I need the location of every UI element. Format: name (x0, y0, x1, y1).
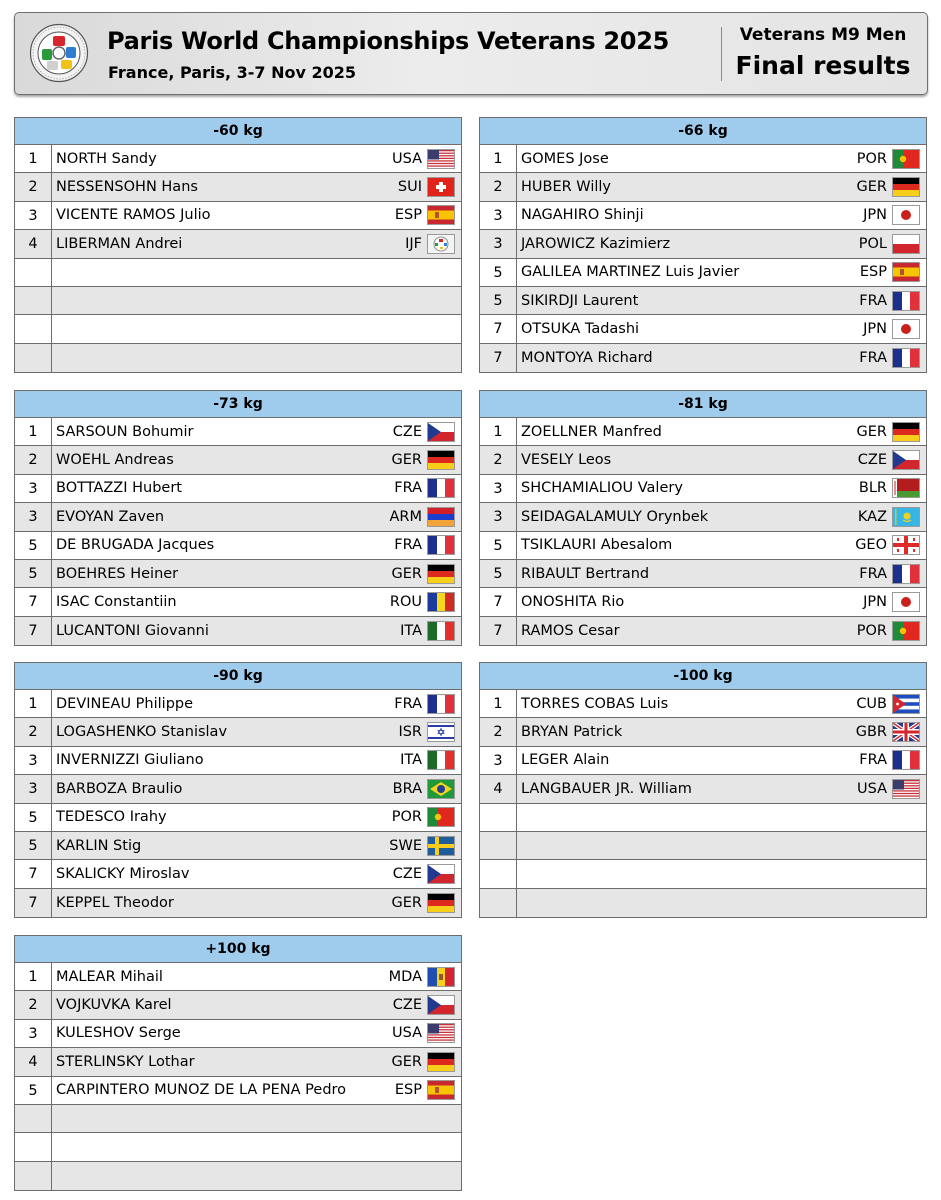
rank: 5 (480, 259, 517, 286)
flag-fra-icon (427, 478, 455, 498)
athlete-name: JAROWICZ Kazimierz (521, 235, 671, 252)
rank: 5 (15, 532, 52, 559)
table-row (15, 344, 461, 372)
table-row (15, 560, 461, 588)
nation-code: ESP (859, 264, 887, 281)
athlete-name: VICENTE RAMOS Julio (56, 207, 211, 224)
flag-por-icon (892, 149, 920, 169)
table-row (15, 230, 461, 258)
table-row (480, 230, 926, 258)
flag-fra-icon (427, 535, 455, 555)
rank: 3 (480, 230, 517, 257)
nation-code: SUI (397, 179, 422, 196)
flag-bra-icon (427, 779, 455, 799)
nation-code: GER (391, 452, 422, 469)
rank: 7 (480, 588, 517, 615)
flag-sui-icon (427, 177, 455, 197)
table-row (15, 1162, 461, 1190)
rank: 5 (15, 804, 52, 831)
nation-code: FRA (859, 349, 887, 366)
flag-ita-icon (427, 750, 455, 770)
weight-category-header: +100 kg (15, 936, 461, 963)
flag-empty (427, 262, 455, 282)
table-row (15, 503, 461, 531)
rank: 5 (15, 1077, 52, 1104)
rank (15, 315, 52, 342)
rank: 1 (15, 145, 52, 172)
table-row (15, 690, 461, 718)
athlete-name: TEDESCO Irahy (56, 809, 167, 826)
athlete-name: KULESHOV Serge (56, 1025, 181, 1042)
table-row (15, 718, 461, 746)
weight-category-header: -81 kg (480, 391, 926, 418)
flag-empty (892, 836, 920, 856)
athlete-name: BOTTAZZI Hubert (56, 480, 182, 497)
rank: 2 (480, 173, 517, 200)
table-row (15, 889, 461, 917)
rank: 5 (480, 287, 517, 314)
nation-code: MDA (388, 968, 422, 985)
flag-geo-icon (892, 535, 920, 555)
flag-esp-icon (427, 205, 455, 225)
nation-code: ESP (394, 1082, 422, 1099)
flag-arm-icon (427, 507, 455, 527)
nation-code: ITA (400, 752, 422, 769)
athlete-name: NAGAHIRO Shinji (521, 207, 644, 224)
rank: 5 (15, 832, 52, 859)
nation-code: CZE (392, 423, 422, 440)
athlete-name: ONOSHITA Rio (521, 594, 625, 611)
table-row (480, 889, 926, 917)
athlete-name: SIKIRDJI Laurent (521, 292, 639, 309)
flag-por-icon (892, 621, 920, 641)
results-table-90kgkg (14, 662, 462, 918)
table-row (15, 617, 461, 645)
weight-category-header: -60 kg (15, 118, 461, 145)
nation-code: POR (856, 150, 887, 167)
athlete-name: NORTH Sandy (56, 150, 157, 167)
athlete-name: SEIDAGALAMULY Orynbek (521, 508, 709, 525)
flag-por-icon (427, 807, 455, 827)
results-table-60kgkg (14, 117, 462, 373)
flag-usa-icon (892, 779, 920, 799)
rank (15, 1162, 52, 1190)
nation-code: FRA (394, 695, 422, 712)
flag-empty (427, 1109, 455, 1129)
rank: 3 (15, 475, 52, 502)
athlete-name: BRYAN Patrick (521, 724, 623, 741)
nation-code: KAZ (857, 508, 887, 525)
table-row (15, 1077, 461, 1105)
rank: 7 (15, 617, 52, 645)
nation-code: JPN (863, 321, 887, 338)
flag-gbr-icon (892, 722, 920, 742)
flag-fra-icon (892, 348, 920, 368)
table-row (15, 747, 461, 775)
table-row (15, 173, 461, 201)
rank: 5 (15, 560, 52, 587)
flag-fra-icon (892, 564, 920, 584)
nation-code: GEO (855, 537, 887, 554)
results-status: Final results (735, 51, 911, 80)
athlete-name: TSIKLAURI Abesalom (521, 537, 673, 554)
results-table-100kgkg (479, 662, 927, 918)
flag-swe-icon (427, 836, 455, 856)
nation-code: POR (391, 809, 422, 826)
table-row (15, 860, 461, 888)
table-row (15, 259, 461, 287)
rank: 3 (480, 475, 517, 502)
nation-code: JPN (863, 594, 887, 611)
nation-code: CUB (856, 695, 887, 712)
table-row (480, 446, 926, 474)
nation-code: JPN (863, 207, 887, 224)
flag-cze-icon (427, 995, 455, 1015)
nation-code: USA (391, 150, 422, 167)
table-row (15, 804, 461, 832)
athlete-name: CARPINTERO MUNOZ DE LA PENA Pedro (56, 1082, 347, 1099)
rank: 3 (15, 202, 52, 229)
athlete-name: RAMOS Cesar (521, 622, 620, 639)
rank: 2 (15, 991, 52, 1018)
athlete-name: NESSENSOHN Hans (56, 179, 198, 196)
results-table-66kgkg (479, 117, 927, 373)
rank (15, 1133, 52, 1160)
athlete-name: LUCANTONI Giovanni (56, 622, 209, 639)
rank: 3 (15, 775, 52, 802)
athlete-name: RIBAULT Bertrand (521, 565, 650, 582)
rank: 7 (15, 588, 52, 615)
rank: 2 (480, 718, 517, 745)
table-row (480, 315, 926, 343)
rank: 1 (480, 690, 517, 717)
table-row (480, 832, 926, 860)
nation-code: FRA (859, 752, 887, 769)
athlete-name: OTSUKA Tadashi (521, 321, 640, 338)
flag-jpn-icon (892, 592, 920, 612)
event-title: Paris World Championships Veterans 2025 (107, 27, 669, 55)
athlete-name: VESELY Leos (521, 452, 612, 469)
athlete-name: LEGER Alain (521, 752, 610, 769)
athlete-name: KEPPEL Theodor (56, 894, 174, 911)
nation-code: SWE (389, 837, 422, 854)
rank: 5 (480, 532, 517, 559)
table-row (480, 287, 926, 315)
nation-code: USA (391, 1025, 422, 1042)
table-row (15, 475, 461, 503)
table-row (480, 532, 926, 560)
nation-code: GER (391, 1053, 422, 1070)
flag-empty (427, 1166, 455, 1186)
rank: 4 (480, 775, 517, 802)
flag-ger-icon (427, 450, 455, 470)
nation-code: ITA (400, 622, 422, 639)
flag-blr-icon (892, 478, 920, 498)
table-row (15, 532, 461, 560)
event-header-banner (14, 12, 928, 95)
table-row (480, 718, 926, 746)
nation-code: ESP (394, 207, 422, 224)
nation-code: IJF (405, 235, 422, 252)
table-row (15, 145, 461, 173)
table-row (15, 446, 461, 474)
table-row (15, 1048, 461, 1076)
rank: 4 (15, 230, 52, 257)
flag-usa-icon (427, 149, 455, 169)
nation-code: BRA (392, 780, 422, 797)
athlete-name: GALILEA MARTINEZ Luis Javier (521, 264, 740, 281)
table-row (480, 690, 926, 718)
nation-code: POL (858, 235, 887, 252)
table-row (480, 860, 926, 888)
rank: 4 (15, 1048, 52, 1075)
rank: 1 (15, 690, 52, 717)
table-row (480, 173, 926, 201)
athlete-name: BOEHRES Heiner (56, 565, 179, 582)
rank: 3 (15, 747, 52, 774)
flag-ger-icon (427, 893, 455, 913)
athlete-name: EVOYAN Zaven (56, 508, 165, 525)
nation-code: FRA (859, 565, 887, 582)
rank (15, 344, 52, 372)
athlete-name: ZOELLNER Manfred (521, 423, 662, 440)
flag-empty (892, 864, 920, 884)
category-label: Veterans M9 Men (739, 25, 907, 45)
nation-code: GER (391, 894, 422, 911)
nation-code: GBR (855, 724, 887, 741)
rank: 2 (15, 446, 52, 473)
athlete-name: WOEHL Andreas (56, 452, 174, 469)
rank: 7 (480, 344, 517, 372)
nation-code: GER (856, 423, 887, 440)
athlete-name: LANGBAUER JR. William (521, 780, 692, 797)
rank (15, 287, 52, 314)
table-row (480, 202, 926, 230)
table-row (480, 560, 926, 588)
rank (480, 860, 517, 887)
table-row (15, 775, 461, 803)
table-row (15, 1105, 461, 1133)
rank (15, 259, 52, 286)
athlete-name: SARSOUN Bohumir (56, 423, 194, 440)
flag-empty (892, 893, 920, 913)
athlete-name: TORRES COBAS Luis (521, 695, 669, 712)
table-row (15, 202, 461, 230)
flag-fra-icon (427, 694, 455, 714)
nation-code: GER (856, 179, 887, 196)
nation-code: CZE (392, 997, 422, 1014)
results-table-73kgkg (14, 390, 462, 646)
flag-jpn-icon (892, 319, 920, 339)
nation-code: GER (391, 565, 422, 582)
flag-kaz-icon (892, 507, 920, 527)
rank: 3 (480, 747, 517, 774)
rank: 7 (15, 889, 52, 917)
flag-empty (892, 807, 920, 827)
flag-empty (427, 291, 455, 311)
flag-cub-icon (892, 694, 920, 714)
flag-isr-icon (427, 722, 455, 742)
table-row (15, 1133, 461, 1161)
table-row (480, 259, 926, 287)
table-row (15, 418, 461, 446)
rank (15, 1105, 52, 1132)
flag-ger-icon (892, 422, 920, 442)
results-table-81kgkg (479, 390, 927, 646)
table-row (15, 287, 461, 315)
table-row (15, 991, 461, 1019)
rank: 2 (15, 173, 52, 200)
rank: 5 (480, 560, 517, 587)
athlete-name: HUBER Willy (521, 179, 611, 196)
table-row (15, 588, 461, 616)
flag-esp-icon (892, 262, 920, 282)
rank: 3 (480, 503, 517, 530)
athlete-name: ISAC Constantiin (56, 594, 177, 611)
flag-usa-icon (427, 1023, 455, 1043)
athlete-name: GOMES Jose (521, 150, 609, 167)
flag-cze-icon (427, 864, 455, 884)
table-row (15, 315, 461, 343)
nation-code: CZE (857, 452, 887, 469)
table-row (480, 475, 926, 503)
table-row (480, 145, 926, 173)
athlete-name: DEVINEAU Philippe (56, 695, 194, 712)
rank: 3 (480, 202, 517, 229)
rank: 2 (15, 718, 52, 745)
flag-pol-icon (892, 234, 920, 254)
flag-cze-icon (892, 450, 920, 470)
flag-fra-icon (892, 750, 920, 770)
weight-category-header: -100 kg (480, 663, 926, 690)
table-row (480, 775, 926, 803)
athlete-name: STERLINSKY Lothar (56, 1053, 195, 1070)
athlete-name: SKALICKY Miroslav (56, 866, 190, 883)
weight-category-header: -66 kg (480, 118, 926, 145)
nation-code: FRA (859, 292, 887, 309)
nation-code: FRA (394, 537, 422, 554)
athlete-name: VOJKUVKA Karel (56, 997, 172, 1014)
table-row (480, 804, 926, 832)
rank: 1 (15, 418, 52, 445)
flag-mda-icon (427, 967, 455, 987)
nation-code: POR (856, 622, 887, 639)
nation-code: USA (856, 780, 887, 797)
flag-empty (427, 319, 455, 339)
nation-code: ARM (389, 508, 422, 525)
athlete-name: INVERNIZZI Giuliano (56, 752, 204, 769)
flag-esp-icon (427, 1080, 455, 1100)
nation-code: BLR (858, 480, 887, 497)
nation-code: FRA (394, 480, 422, 497)
rank (480, 832, 517, 859)
header-divider (721, 27, 722, 81)
nation-code: ISR (398, 724, 422, 741)
athlete-name: DE BRUGADA Jacques (56, 537, 215, 554)
flag-rou-icon (427, 592, 455, 612)
table-row (480, 344, 926, 372)
results-table-100kgkg (14, 935, 462, 1191)
flag-ger-icon (427, 1052, 455, 1072)
weight-category-header: -90 kg (15, 663, 461, 690)
flag-ijf-icon (427, 234, 455, 254)
rank: 7 (15, 860, 52, 887)
table-row (480, 503, 926, 531)
flag-ita-icon (427, 621, 455, 641)
nation-code: ROU (389, 594, 422, 611)
athlete-name: MONTOYA Richard (521, 349, 653, 366)
flag-fra-icon (892, 291, 920, 311)
table-row (15, 963, 461, 991)
athlete-name: LOGASHENKO Stanislav (56, 724, 228, 741)
flag-ger-icon (892, 177, 920, 197)
ijf-logo-icon (29, 23, 89, 83)
athlete-name: SHCHAMIALIOU Valery (521, 480, 683, 497)
flag-cze-icon (427, 422, 455, 442)
nation-code: CZE (392, 866, 422, 883)
rank: 1 (480, 145, 517, 172)
event-location-dates: France, Paris, 3-7 Nov 2025 (108, 63, 356, 82)
rank: 1 (480, 418, 517, 445)
flag-empty (427, 1137, 455, 1157)
athlete-name: MALEAR Mihail (56, 968, 163, 985)
athlete-name: KARLIN Stig (56, 837, 142, 854)
rank: 7 (480, 315, 517, 342)
flag-empty (427, 348, 455, 368)
table-row (480, 418, 926, 446)
athlete-name: BARBOZA Braulio (56, 780, 183, 797)
rank: 3 (15, 1020, 52, 1047)
rank (480, 889, 517, 917)
table-row (480, 747, 926, 775)
table-row (480, 588, 926, 616)
table-row (15, 832, 461, 860)
rank (480, 804, 517, 831)
flag-jpn-icon (892, 205, 920, 225)
table-row (480, 617, 926, 645)
weight-category-header: -73 kg (15, 391, 461, 418)
table-row (15, 1020, 461, 1048)
rank: 2 (480, 446, 517, 473)
rank: 3 (15, 503, 52, 530)
rank: 7 (480, 617, 517, 645)
athlete-name: LIBERMAN Andrei (56, 235, 183, 252)
flag-ger-icon (427, 564, 455, 584)
rank: 1 (15, 963, 52, 990)
